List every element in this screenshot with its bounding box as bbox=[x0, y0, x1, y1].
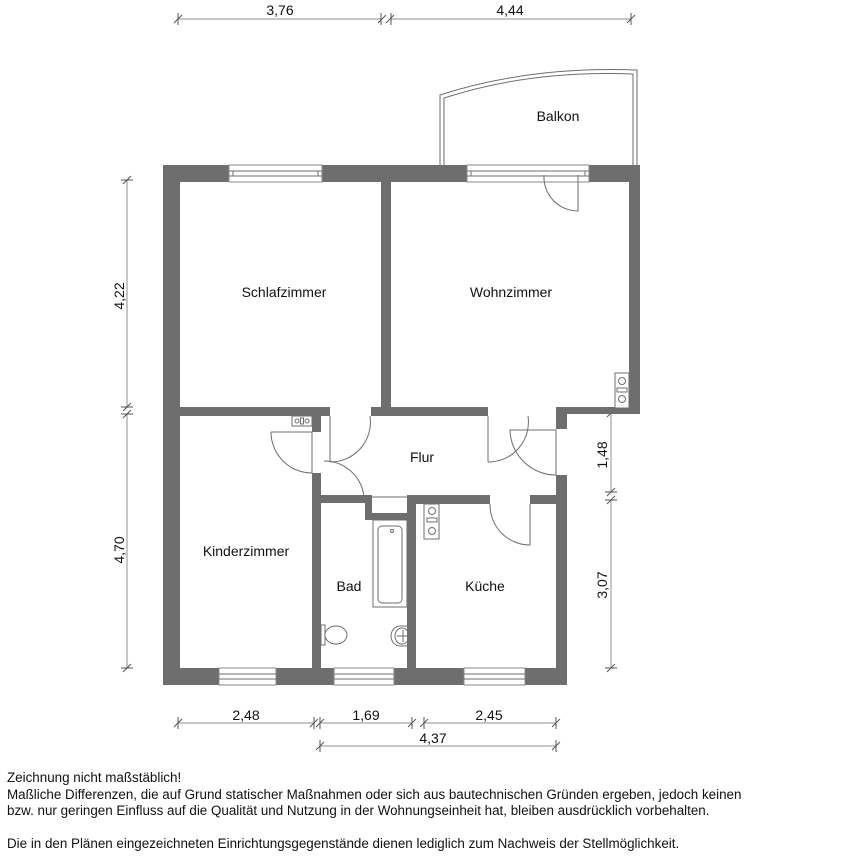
room-label-flur: Flur bbox=[409, 449, 435, 465]
dimension-label: 2,48 bbox=[232, 707, 260, 723]
room-label-kinderzimmer: Kinderzimmer bbox=[202, 543, 290, 559]
dimension-label: 1,69 bbox=[352, 707, 380, 723]
dimension-bottom bbox=[174, 707, 560, 752]
dimension-label: 4,37 bbox=[419, 730, 447, 746]
dimension-label: 3,07 bbox=[594, 571, 610, 599]
sink-icon bbox=[391, 626, 409, 646]
dimension-right bbox=[594, 409, 617, 672]
dimension-label: 3,76 bbox=[266, 2, 294, 18]
dimension-label: 4,22 bbox=[111, 282, 127, 310]
toilet-icon bbox=[321, 625, 347, 645]
dimension-label: 1,48 bbox=[594, 441, 610, 469]
dimension-label: 2,45 bbox=[475, 707, 503, 723]
room-label-bad: Bad bbox=[336, 578, 362, 594]
dimension-label: 4,70 bbox=[111, 536, 127, 564]
note-dimension-differences: Maßliche Differenzen, die auf Grund statischer Maßnahmen oder sich aus bautechnischen Gründen ergeben, jedoch keinen bbox=[7, 786, 742, 802]
note-not-to-scale: Zeichnung nicht maßstäblich! bbox=[7, 770, 182, 785]
room-label-balkon: Balkon bbox=[536, 108, 580, 124]
dimension-top bbox=[174, 2, 635, 25]
dimension-label: 4,44 bbox=[496, 2, 524, 18]
spacer bbox=[7, 820, 857, 836]
note-dimension-differences-cont: bzw. nur geringen Einfluss auf die Qualität und Nutzung in der Wohnungseinheit hat, bleiben ausdrücklich vorbehalten. bbox=[7, 803, 710, 818]
disclaimer-notes bbox=[7, 770, 857, 852]
note-furniture: Die in den Plänen eingezeichneten Einrichtungsgegenstände dienen lediglich zum Nachweis der Stellmöglichkeit. bbox=[7, 835, 680, 851]
dimension-left bbox=[111, 176, 133, 672]
balcony bbox=[440, 70, 637, 165]
room-label-kueche: Küche bbox=[465, 578, 505, 594]
room-label-schlafzimmer: Schlafzimmer bbox=[241, 284, 327, 300]
room-label-wohnzimmer: Wohnzimmer bbox=[469, 284, 553, 300]
